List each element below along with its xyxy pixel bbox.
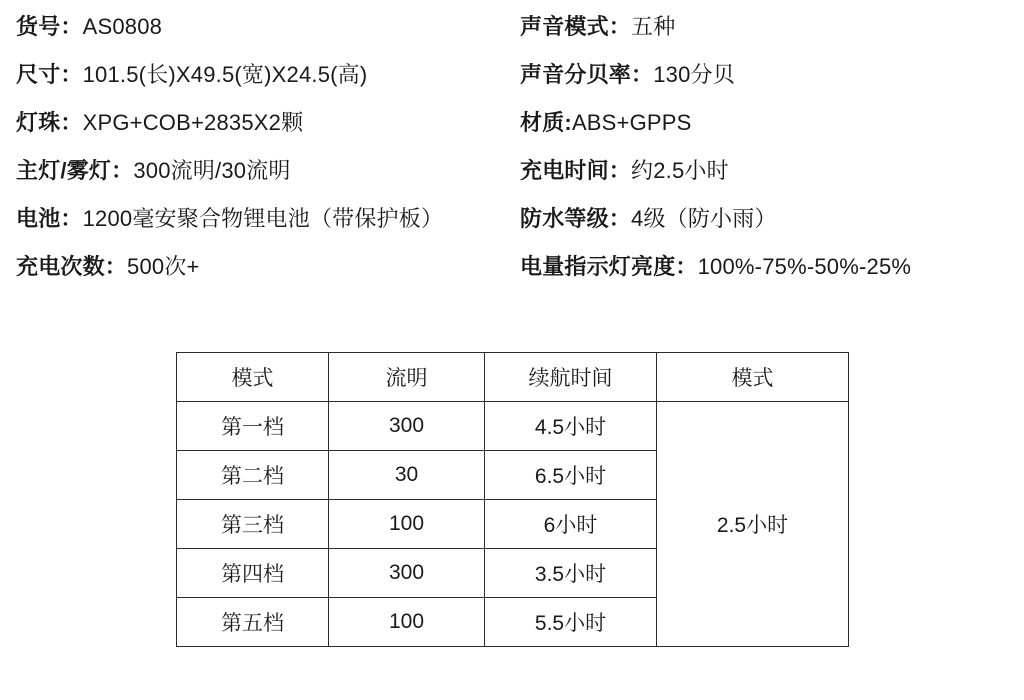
spec-row-size	[16, 62, 510, 110]
table-header-row	[177, 353, 849, 402]
cell-runtime: 3.5小时	[485, 549, 657, 598]
cell-runtime: 6.5小时	[485, 451, 657, 500]
spec-label: 主灯/雾灯：	[16, 158, 134, 183]
spec-value: AS0808	[82, 14, 163, 39]
spec-row-item-number	[16, 14, 510, 62]
spec-row-charge-cycles	[16, 254, 510, 302]
spec-row-material	[520, 110, 1024, 158]
spec-label: 声音分贝率：	[520, 62, 654, 87]
spec-column-left	[0, 14, 510, 302]
spec-row-charge-time	[520, 158, 1024, 206]
spec-label: 电量指示灯亮度：	[520, 254, 698, 279]
spec-value: ABS+GPPS	[571, 110, 692, 135]
spec-label: 货号：	[16, 14, 83, 39]
cell-mode: 第五档	[177, 598, 329, 647]
spec-row-decibel	[520, 62, 1024, 110]
spec-label: 充电时间：	[520, 158, 632, 183]
column-header-mode-2: 模式	[657, 353, 849, 402]
spec-label: 防水等级：	[520, 206, 632, 231]
cell-lumens: 300	[329, 549, 485, 598]
spec-value: 1200毫安聚合物锂电池（带保护板）	[82, 206, 444, 231]
spec-label: 材质:	[520, 110, 572, 135]
cell-mode: 第二档	[177, 451, 329, 500]
cell-runtime: 5.5小时	[485, 598, 657, 647]
column-header-lumens: 流明	[329, 353, 485, 402]
spec-value: 300流明/30流明	[133, 158, 291, 183]
cell-runtime: 6小时	[485, 500, 657, 549]
cell-mode: 第一档	[177, 402, 329, 451]
spec-value: XPG+COB+2835X2颗	[82, 110, 304, 135]
cell-mode: 第三档	[177, 500, 329, 549]
spec-label: 充电次数：	[16, 254, 128, 279]
spec-label: 声音模式：	[520, 14, 632, 39]
spec-value: 约2.5小时	[631, 158, 729, 183]
cell-merged-charge-time: 2.5小时	[657, 402, 849, 647]
column-header-runtime: 续航时间	[485, 353, 657, 402]
spec-column-right	[510, 14, 1024, 302]
spec-row-battery	[16, 206, 510, 254]
cell-mode: 第四档	[177, 549, 329, 598]
spec-value: 五种	[631, 14, 676, 39]
mode-table	[176, 352, 849, 647]
mode-table-container	[176, 352, 848, 647]
spec-row-battery-indicator	[520, 254, 1024, 302]
spec-value: 100%-75%-50%-25%	[697, 254, 912, 279]
cell-lumens: 100	[329, 500, 485, 549]
spec-value: 130分贝	[653, 62, 735, 87]
cell-lumens: 100	[329, 598, 485, 647]
table-row	[177, 402, 849, 451]
spec-row-waterproof	[520, 206, 1024, 254]
spec-label: 电池：	[16, 206, 83, 231]
spec-row-led-bead	[16, 110, 510, 158]
column-header-mode: 模式	[177, 353, 329, 402]
spec-list	[0, 14, 1024, 302]
cell-runtime: 4.5小时	[485, 402, 657, 451]
spec-row-sound-mode	[520, 14, 1024, 62]
spec-label: 灯珠：	[16, 110, 83, 135]
spec-value: 101.5(长)X49.5(宽)X24.5(高)	[82, 62, 368, 87]
spec-value: 500次+	[127, 254, 200, 279]
spec-value: 4级（防小雨）	[631, 206, 777, 231]
cell-lumens: 300	[329, 402, 485, 451]
spec-row-main-fog-light	[16, 158, 510, 206]
spec-label: 尺寸：	[16, 62, 83, 87]
cell-lumens: 30	[329, 451, 485, 500]
